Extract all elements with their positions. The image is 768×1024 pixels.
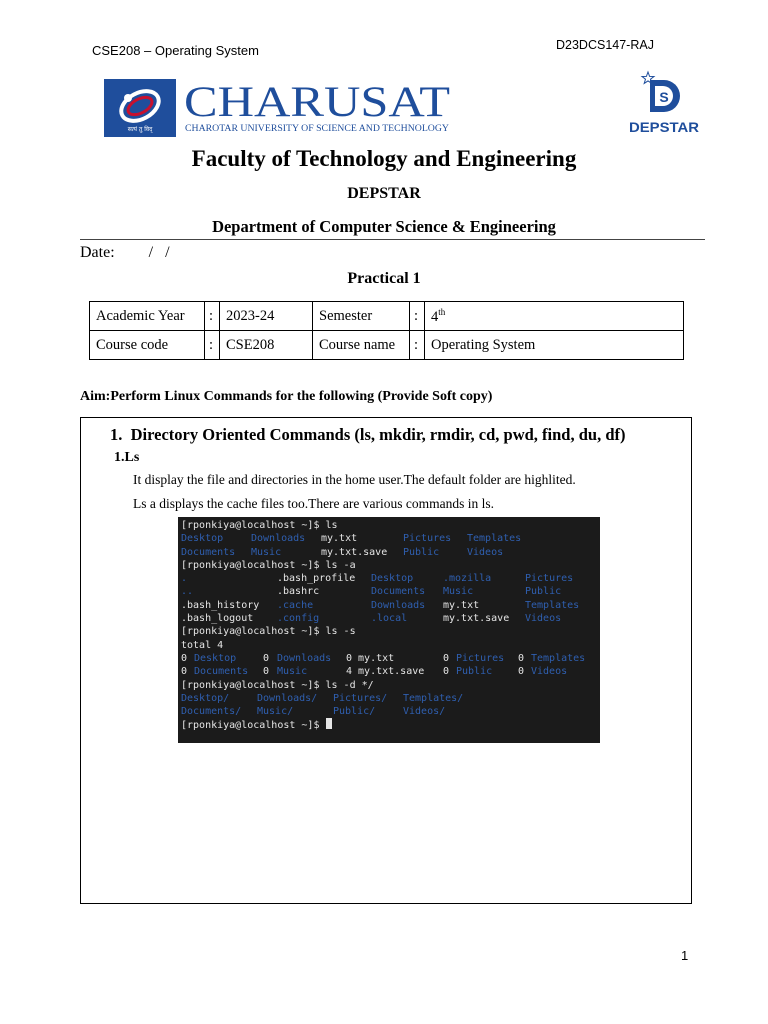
terminal-dir-entry: Public — [456, 666, 493, 678]
terminal-text: my.txt — [443, 599, 480, 611]
terminal-text: 4 my.txt.save — [346, 666, 425, 678]
terminal-text: 0 — [518, 666, 525, 678]
terminal-dir-entry: .mozilla — [443, 573, 492, 585]
page-number: 1 — [681, 948, 689, 963]
terminal-dir-entry: Music/ — [257, 706, 294, 718]
terminal-dir-entry: .cache — [277, 599, 314, 611]
terminal-text: .bash_history — [181, 599, 260, 611]
svg-text:S: S — [659, 89, 669, 105]
charusat-wordmark: CHARUSAT — [184, 79, 450, 126]
header-course: CSE208 – Operating System — [92, 43, 259, 58]
terminal-dir-entry: Documents — [371, 586, 426, 598]
depstar-wordmark: DEPSTAR — [629, 119, 699, 135]
table-cell: : — [205, 302, 220, 331]
terminal-text: 0 — [181, 666, 188, 678]
terminal-text: 0 — [443, 652, 450, 664]
description-paragraph-1: It display the file and directories in the home user.The default folder are highlited. — [133, 472, 576, 487]
terminal-text: 0 — [443, 666, 450, 678]
terminal-text: .bash_logout — [181, 613, 254, 625]
table-cell: Course name — [313, 331, 410, 360]
terminal-dir-entry: Public — [403, 546, 440, 558]
course-info-table — [89, 301, 684, 360]
terminal-dir-entry: Downloads/ — [257, 692, 318, 704]
terminal-text: my.txt.save — [443, 613, 510, 625]
terminal-text: .bash_profile — [277, 573, 356, 585]
terminal-dir-entry: Templates — [531, 652, 586, 664]
semester-suffix: th — [438, 306, 446, 317]
terminal-dir-entry: Public/ — [333, 706, 376, 718]
title-divider — [80, 239, 705, 240]
terminal-text: 0 — [263, 666, 270, 678]
terminal-dir-entry: Downloads — [277, 652, 332, 664]
terminal-dir-entry: .. — [181, 586, 194, 598]
terminal-text: my.txt.save — [321, 546, 388, 558]
table-cell — [425, 302, 684, 331]
terminal-text: 0 — [181, 652, 188, 664]
table-cell: : — [205, 331, 220, 360]
date-value: / / — [148, 244, 170, 261]
terminal-dir-entry: Desktop/ — [181, 692, 230, 704]
svg-text:सत्यं तु विद्: सत्यं तु विद् — [127, 126, 153, 133]
terminal-text: [rponkiya@localhost ~]$ ls -s — [181, 626, 356, 638]
terminal-dir-entry: Music — [443, 586, 474, 598]
table-cell: Academic Year — [90, 302, 205, 331]
depstar-logo — [624, 70, 704, 136]
terminal-dir-entry: Pictures/ — [333, 692, 388, 704]
terminal-dir-entry: Public — [525, 586, 562, 598]
subheading-ls: 1.Ls — [114, 450, 140, 465]
terminal-dir-entry: . — [181, 573, 188, 585]
table-cell: : — [410, 302, 425, 331]
terminal-text: .bashrc — [277, 586, 320, 598]
terminal-text: [rponkiya@localhost ~]$ ls -a — [181, 559, 356, 571]
terminal-dir-entry: Pictures — [525, 573, 574, 585]
terminal-text: total 4 — [181, 639, 224, 651]
date-label: Date: — [80, 244, 115, 261]
terminal-dir-entry: Downloads — [251, 533, 306, 545]
section-title: 1. Directory Oriented Commands (ls, mkdir, rmdir, cd, pwd, find, du, df) — [110, 425, 626, 444]
terminal-text: 0 — [518, 652, 525, 664]
institute-name: DEPSTAR — [347, 185, 421, 202]
charusat-subtitle: CHAROTAR UNIVERSITY OF SCIENCE AND TECHNOLOGY — [185, 123, 450, 133]
table-cell: 2023-24 — [220, 302, 313, 331]
aim-statement: Aim:Perform Linux Commands for the following (Provide Soft copy) — [80, 389, 493, 404]
terminal-dir-entry: .local — [371, 613, 408, 625]
terminal-text: [rponkiya@localhost ~]$ — [181, 718, 332, 732]
terminal-text: [rponkiya@localhost ~]$ ls — [181, 520, 338, 531]
terminal-dir-entry: Music — [277, 666, 308, 678]
terminal-dir-entry: Desktop — [194, 652, 237, 664]
table-row — [90, 331, 684, 360]
terminal-text: 0 — [263, 652, 270, 664]
terminal-text: my.txt — [321, 533, 358, 545]
terminal-dir-entry: Templates — [467, 533, 522, 545]
charusat-logo — [104, 79, 452, 137]
table-cell: Operating System — [425, 331, 684, 360]
table-cell: : — [410, 331, 425, 360]
department-title: Department of Computer Science & Engineering — [212, 217, 556, 236]
terminal-dir-entry: .config — [277, 613, 320, 625]
terminal-dir-entry: Templates — [525, 599, 580, 611]
terminal-cursor — [326, 718, 332, 729]
terminal-dir-entry: Pictures — [456, 652, 505, 664]
terminal-screenshot — [178, 517, 600, 743]
date-row — [80, 244, 170, 262]
terminal-dir-entry: Videos — [525, 613, 562, 625]
terminal-dir-entry: Downloads — [371, 599, 426, 611]
table-cell: Course code — [90, 331, 205, 360]
terminal-dir-entry: Music — [251, 546, 282, 558]
terminal-dir-entry: Documents — [181, 546, 236, 558]
terminal-dir-entry: Templates/ — [403, 692, 464, 704]
terminal-dir-entry: Videos — [531, 666, 568, 678]
terminal-dir-entry: Pictures — [403, 533, 452, 545]
terminal-text: 0 my.txt — [346, 652, 395, 664]
practical-title: Practical 1 — [347, 270, 421, 287]
terminal-dir-entry: Videos/ — [403, 706, 446, 718]
faculty-title: Faculty of Technology and Engineering — [191, 146, 577, 171]
header-student-id: D23DCS147-RAJ — [556, 38, 654, 52]
table-cell: CSE208 — [220, 331, 313, 360]
terminal-dir-entry: Videos — [467, 546, 504, 558]
semester-value: 4 — [431, 308, 439, 325]
table-row — [90, 302, 684, 331]
terminal-text: [rponkiya@localhost ~]$ ls -d */ — [181, 679, 374, 691]
description-paragraph-2: Ls a displays the cache files too.There are various commands in ls. — [133, 496, 495, 511]
terminal-dir-entry: Desktop — [181, 533, 224, 545]
terminal-dir-entry: Documents/ — [181, 706, 242, 718]
table-cell: Semester — [313, 302, 410, 331]
terminal-dir-entry: Desktop — [371, 573, 414, 585]
terminal-dir-entry: Documents — [194, 666, 249, 678]
